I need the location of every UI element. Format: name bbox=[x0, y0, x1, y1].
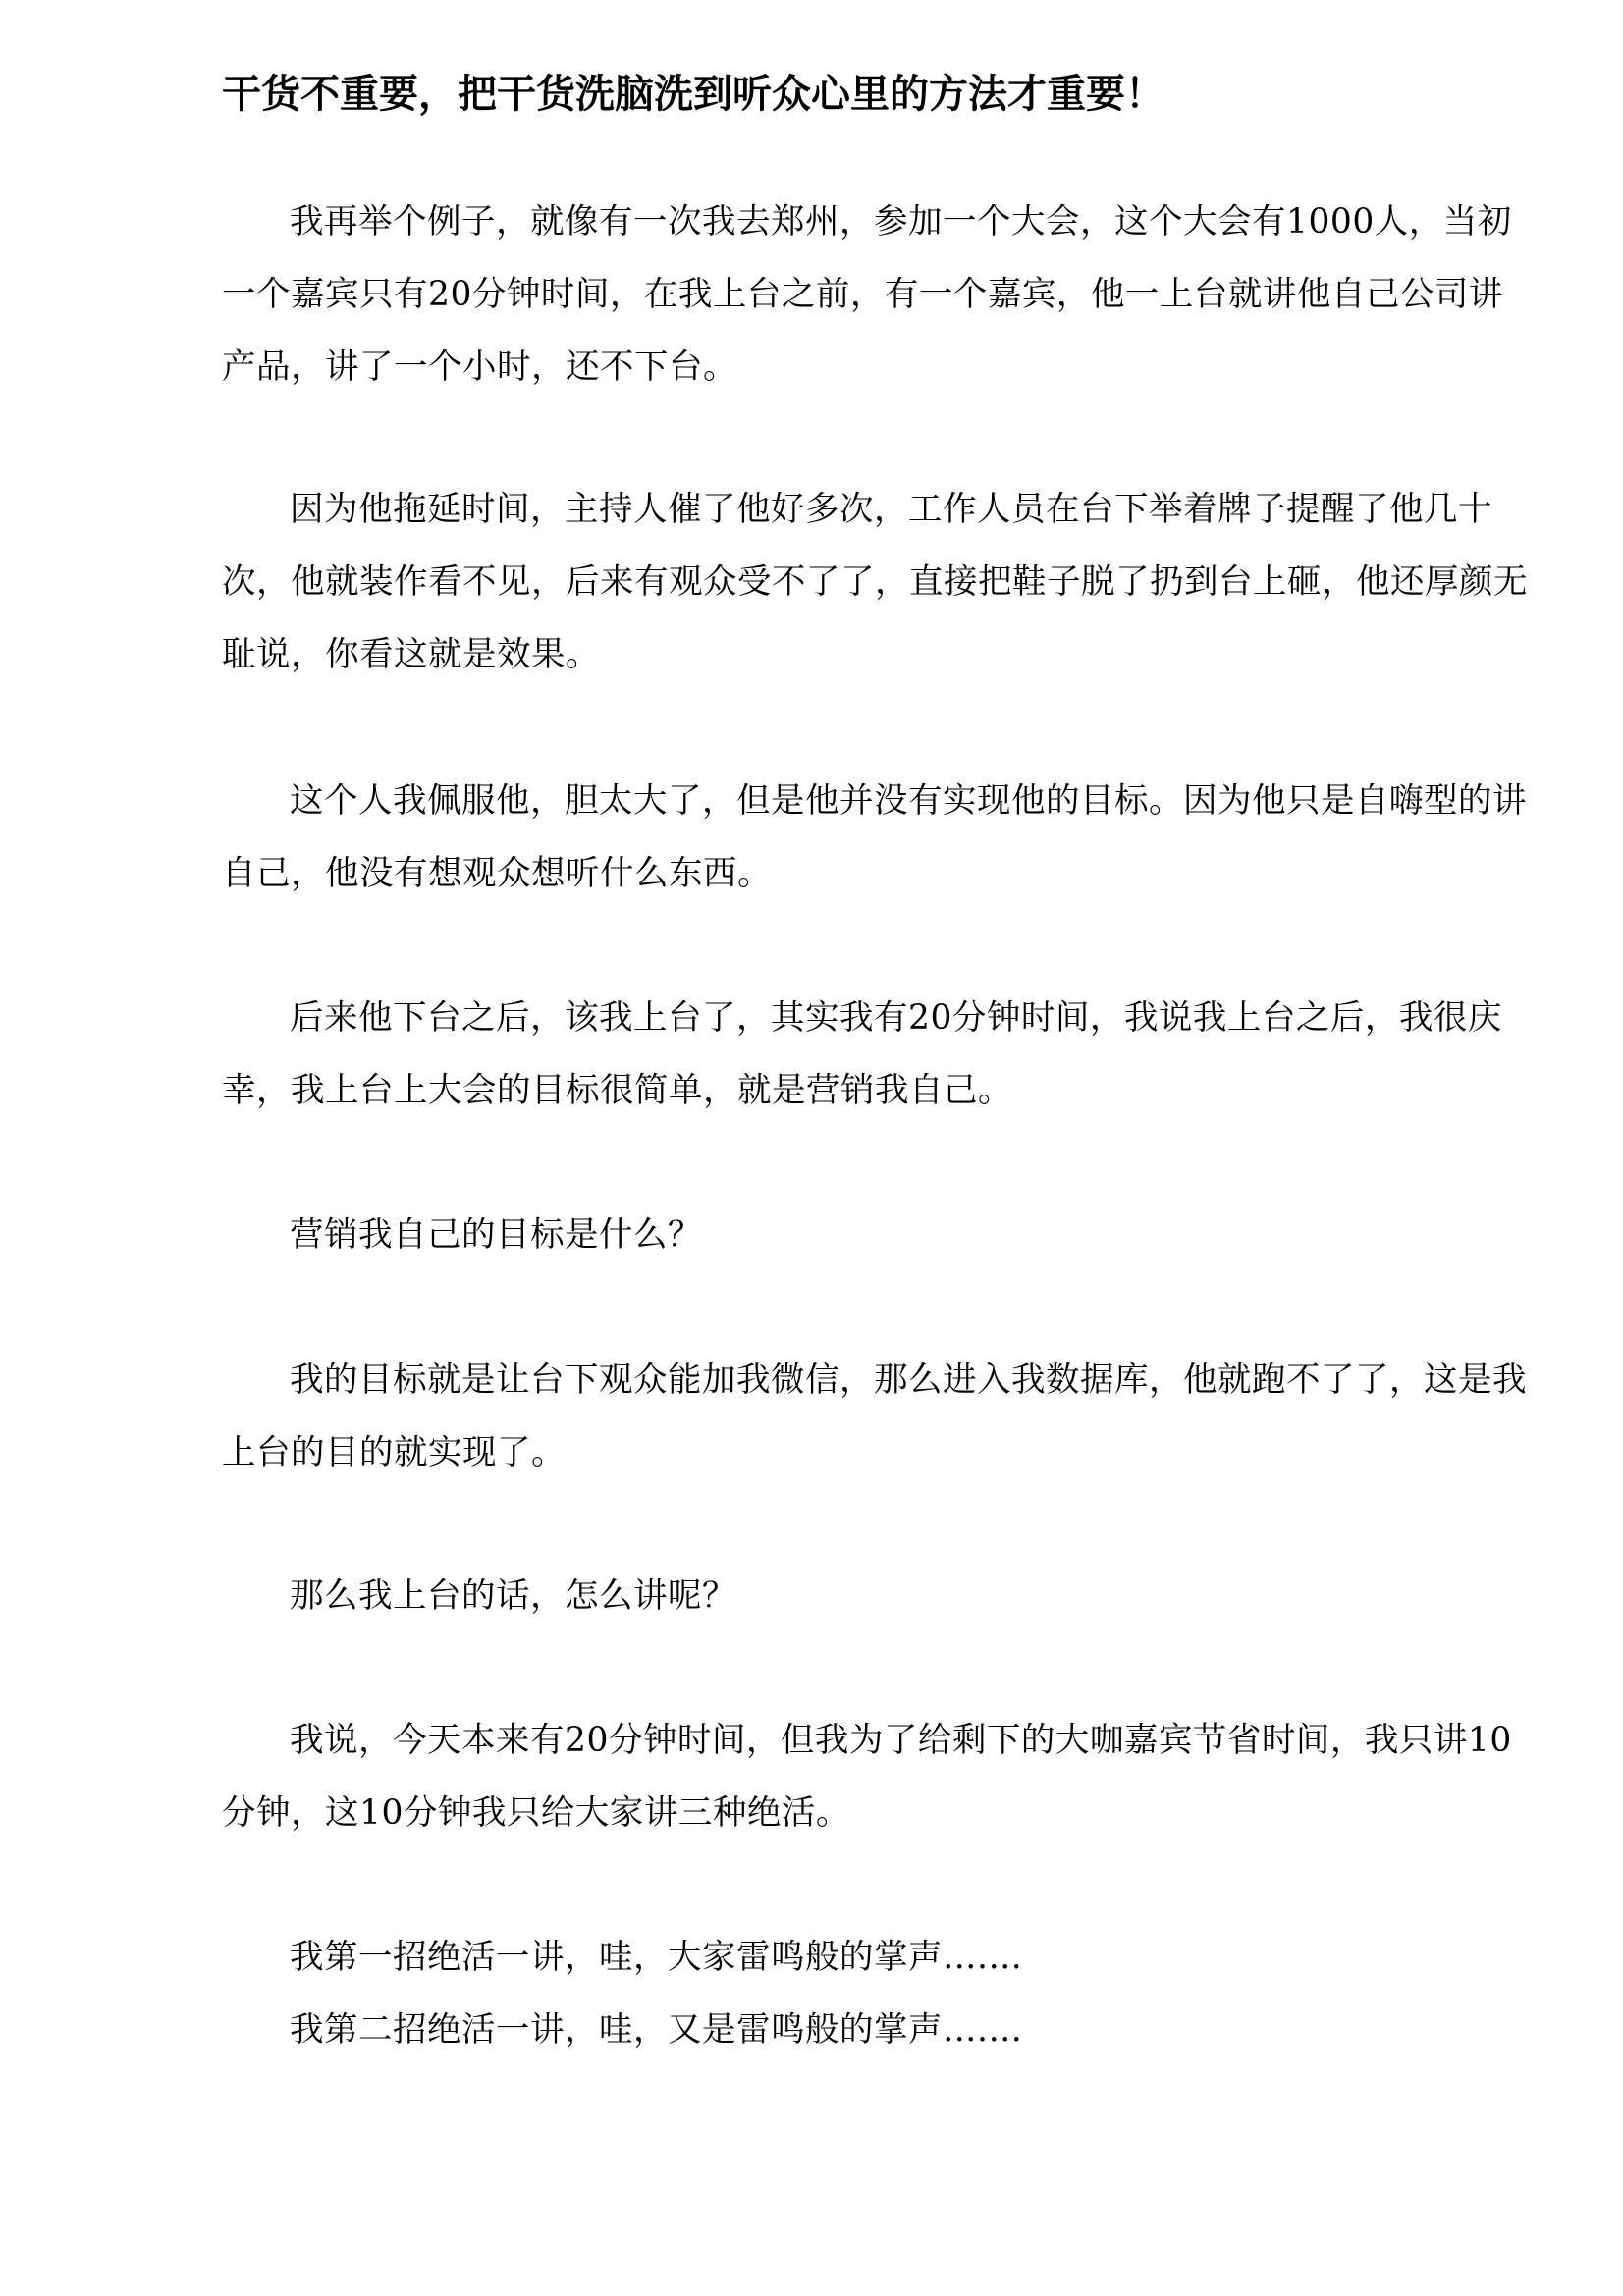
paragraph-my-turn: 后来他下台之后，该我上台了，其实我有20分钟时间，我说我上台之后，我很庆幸，我上台上大会的目标很简单，就是营销我自己。 bbox=[222, 998, 1502, 1110]
paragraph-ten-minutes: 我说，今天本来有20分钟时间，但我为了给剩下的大咖嘉宾节省时间，我只讲10分钟，这10分钟我只给大家讲三种绝活。 bbox=[222, 1721, 1512, 1833]
paragraph-goal-question: 营销我自己的目标是什么？ bbox=[290, 1215, 702, 1255]
paragraph-zhengzhou-example: 我再举个例子，就像有一次我去郑州，参加一个大会，这个大会有1000人，当初一个嘉宾只有20分钟时间，在我上台之前，有一个嘉宾，他一上台就讲他自己公司讲产品，讲了一个小时，还不下台。 bbox=[222, 202, 1512, 387]
paragraph-first-trick: 我第一招绝活一讲，哇，大家雷鸣般的掌声….… bbox=[290, 1938, 1023, 1977]
paragraph-self-centered: 这个人我佩服他，胆太大了，但是他并没有实现他的目标。因为他只是自嗨型的讲自己，他没有想观众想听什么东西。 bbox=[222, 781, 1527, 893]
paragraph-how-question: 那么我上台的话，怎么讲呢？ bbox=[290, 1576, 736, 1616]
document-title: 干货不重要，把干货洗脑洗到听众心里的方法才重要！ bbox=[222, 72, 1164, 117]
paragraph-second-trick: 我第二招绝活一讲，哇，又是雷鸣般的掌声….… bbox=[290, 2010, 1023, 2050]
paragraph-goal-answer: 我的目标就是让台下观众能加我微信，那么进入我数据库，他就跑不了了，这是我上台的目的就实现了。 bbox=[222, 1361, 1527, 1472]
paragraph-stalling-guest: 因为他拖延时间，主持人催了他好多次，工作人员在台下举着牌子提醒了他几十次，他就装作看不见，后来有观众受不了了，直接把鞋子脱了扔到台上砸，他还厚颜无耻说，你看这就是效果。 bbox=[222, 490, 1528, 674]
